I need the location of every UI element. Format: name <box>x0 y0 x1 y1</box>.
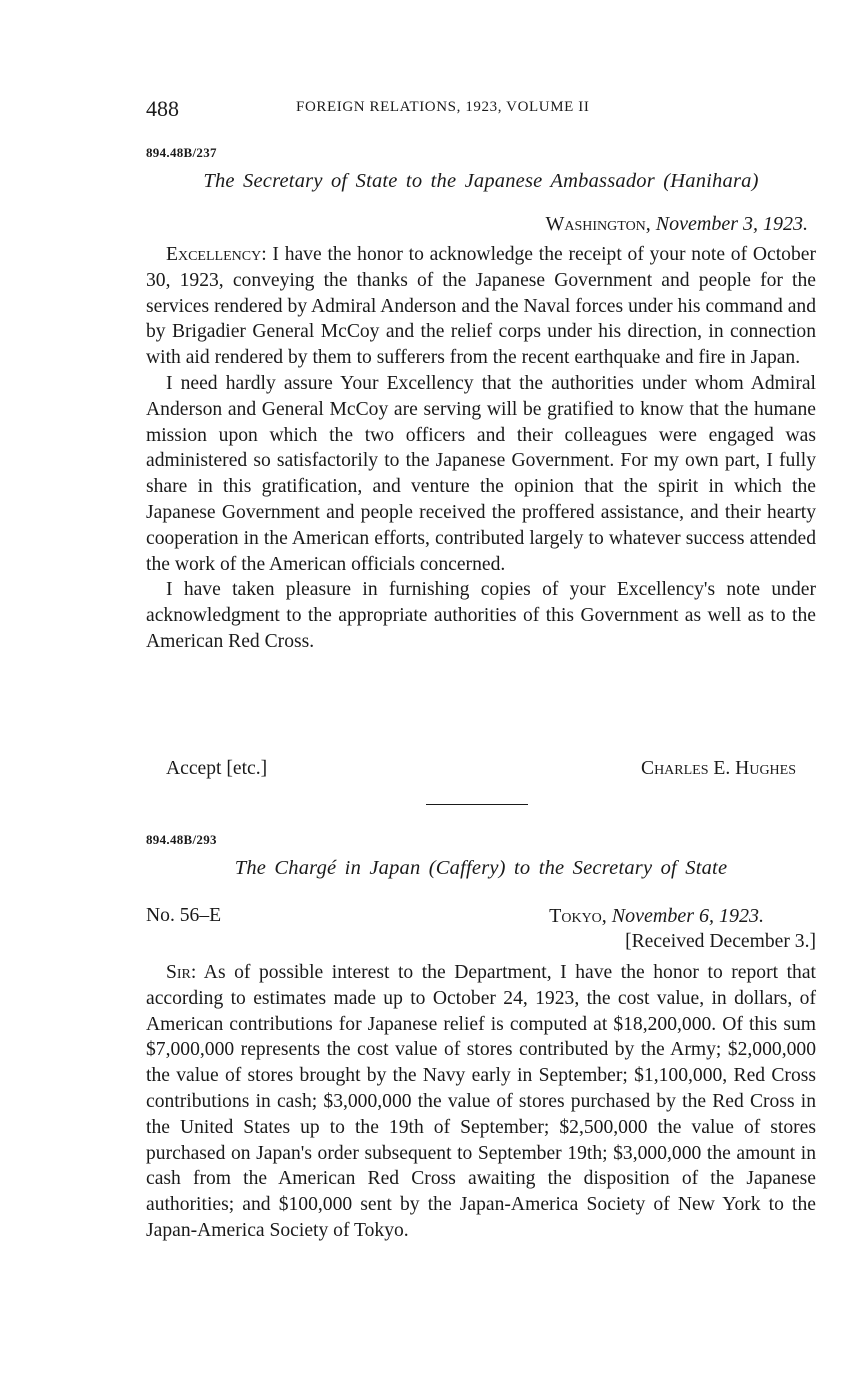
doc1-paragraph-2: I need hardly assure Your Excellency that the authorities under whom Admiral Anderson and General McCoy are serving will be gratified to know that the humane mission upon which the two officers and their colleagues were engaged was administered so satisfactorily to the Japanese Government. For my own part, I fully share in this gratification, and venture the opinion that the spirit in which the Japanese Government and people received the proffered assistance, and their hearty cooperation in the American efforts, contributed largely to whatever success attended the work of the American officials concerned. <box>146 372 816 575</box>
doc2-body <box>146 960 816 1244</box>
doc1-signature: Charles E. Hughes <box>641 758 796 779</box>
page-number: 488 <box>146 96 179 121</box>
doc1-dateline: Washington, November 3, 1923. <box>545 213 808 235</box>
doc2-despatch-number: No. 56–E <box>146 905 222 926</box>
doc2-dateline-date: November 6, 1923. <box>611 905 764 927</box>
section-divider <box>426 804 528 805</box>
doc2-received: [Received December 3.] <box>625 931 816 952</box>
doc1-body <box>146 242 816 655</box>
running-head-title: FOREIGN RELATIONS, 1923, VOLUME II <box>296 99 590 115</box>
doc2-paragraph-1-text: : As of possible interest to the Department, I have the honor to report that according to estimates made up to October 24, 1923, the cost value, in dollars, of American contributions for Japanese relief is computed at $18,200,000. Of this sum $7,000,000 represents the cost value of stores contributed by the Army; $2,000,000 the value of stores brought by the Navy early in September; $1,100,000, Red Cross contributions in cash; $3,000,000 the value of stores purchased by the Red Cross in the United States up to the 19th of September; $2,500,000 the value of stores purchased on Japan's order subsequent to September 19th; $3,000,000 the amount in cash from the American Red Cross awaiting the disposition of the Japanese authorities; and $100,000 sent by the Japan-America Society of New York to the Japan-America Society of Tokyo. <box>146 962 816 1241</box>
doc1-dateline-date: November 3, 1923. <box>655 213 808 235</box>
doc2-paragraph-1 <box>146 960 816 1244</box>
doc1-salutation: Excellency <box>166 244 262 265</box>
doc2-file-number: 894.48B/293 <box>146 832 217 847</box>
doc1-paragraph-1 <box>146 242 816 371</box>
doc1-dateline-place: Washington <box>545 213 646 235</box>
doc1-closing-line <box>166 758 796 780</box>
doc2-salutation: Sir <box>166 962 191 983</box>
doc2-dateline-place: Tokyo <box>549 905 602 927</box>
doc1-title: The Secretary of State to the Japanese Ambassador (Hanihara) <box>203 170 759 192</box>
doc1-paragraph-3: I have taken pleasure in furnishing copies of your Excellency's note under acknowledgment to the appropriate authorities of this Government as well as to the American Red Cross. <box>146 579 816 652</box>
doc1-paragraph-1-text: : I have the honor to acknowledge the receipt of your note of October 30, 1923, conveying the thanks of the Japanese Government and people for the services rendered by Admiral Anderson and the Naval forces under his command and by Brigadier General McCoy and the relief corps under his direction, in connection with aid rendered by them to sufferers from the recent earthquake and fire in Japan. <box>146 244 816 369</box>
doc2-dateline: Tokyo, November 6, 1923. <box>549 905 764 927</box>
doc1-file-number: 894.48B/237 <box>146 145 217 160</box>
running-head <box>146 96 816 122</box>
doc1-closing: Accept [etc.] <box>166 758 268 779</box>
doc2-title: The Chargé in Japan (Caffery) to the Secretary of State <box>234 857 728 879</box>
